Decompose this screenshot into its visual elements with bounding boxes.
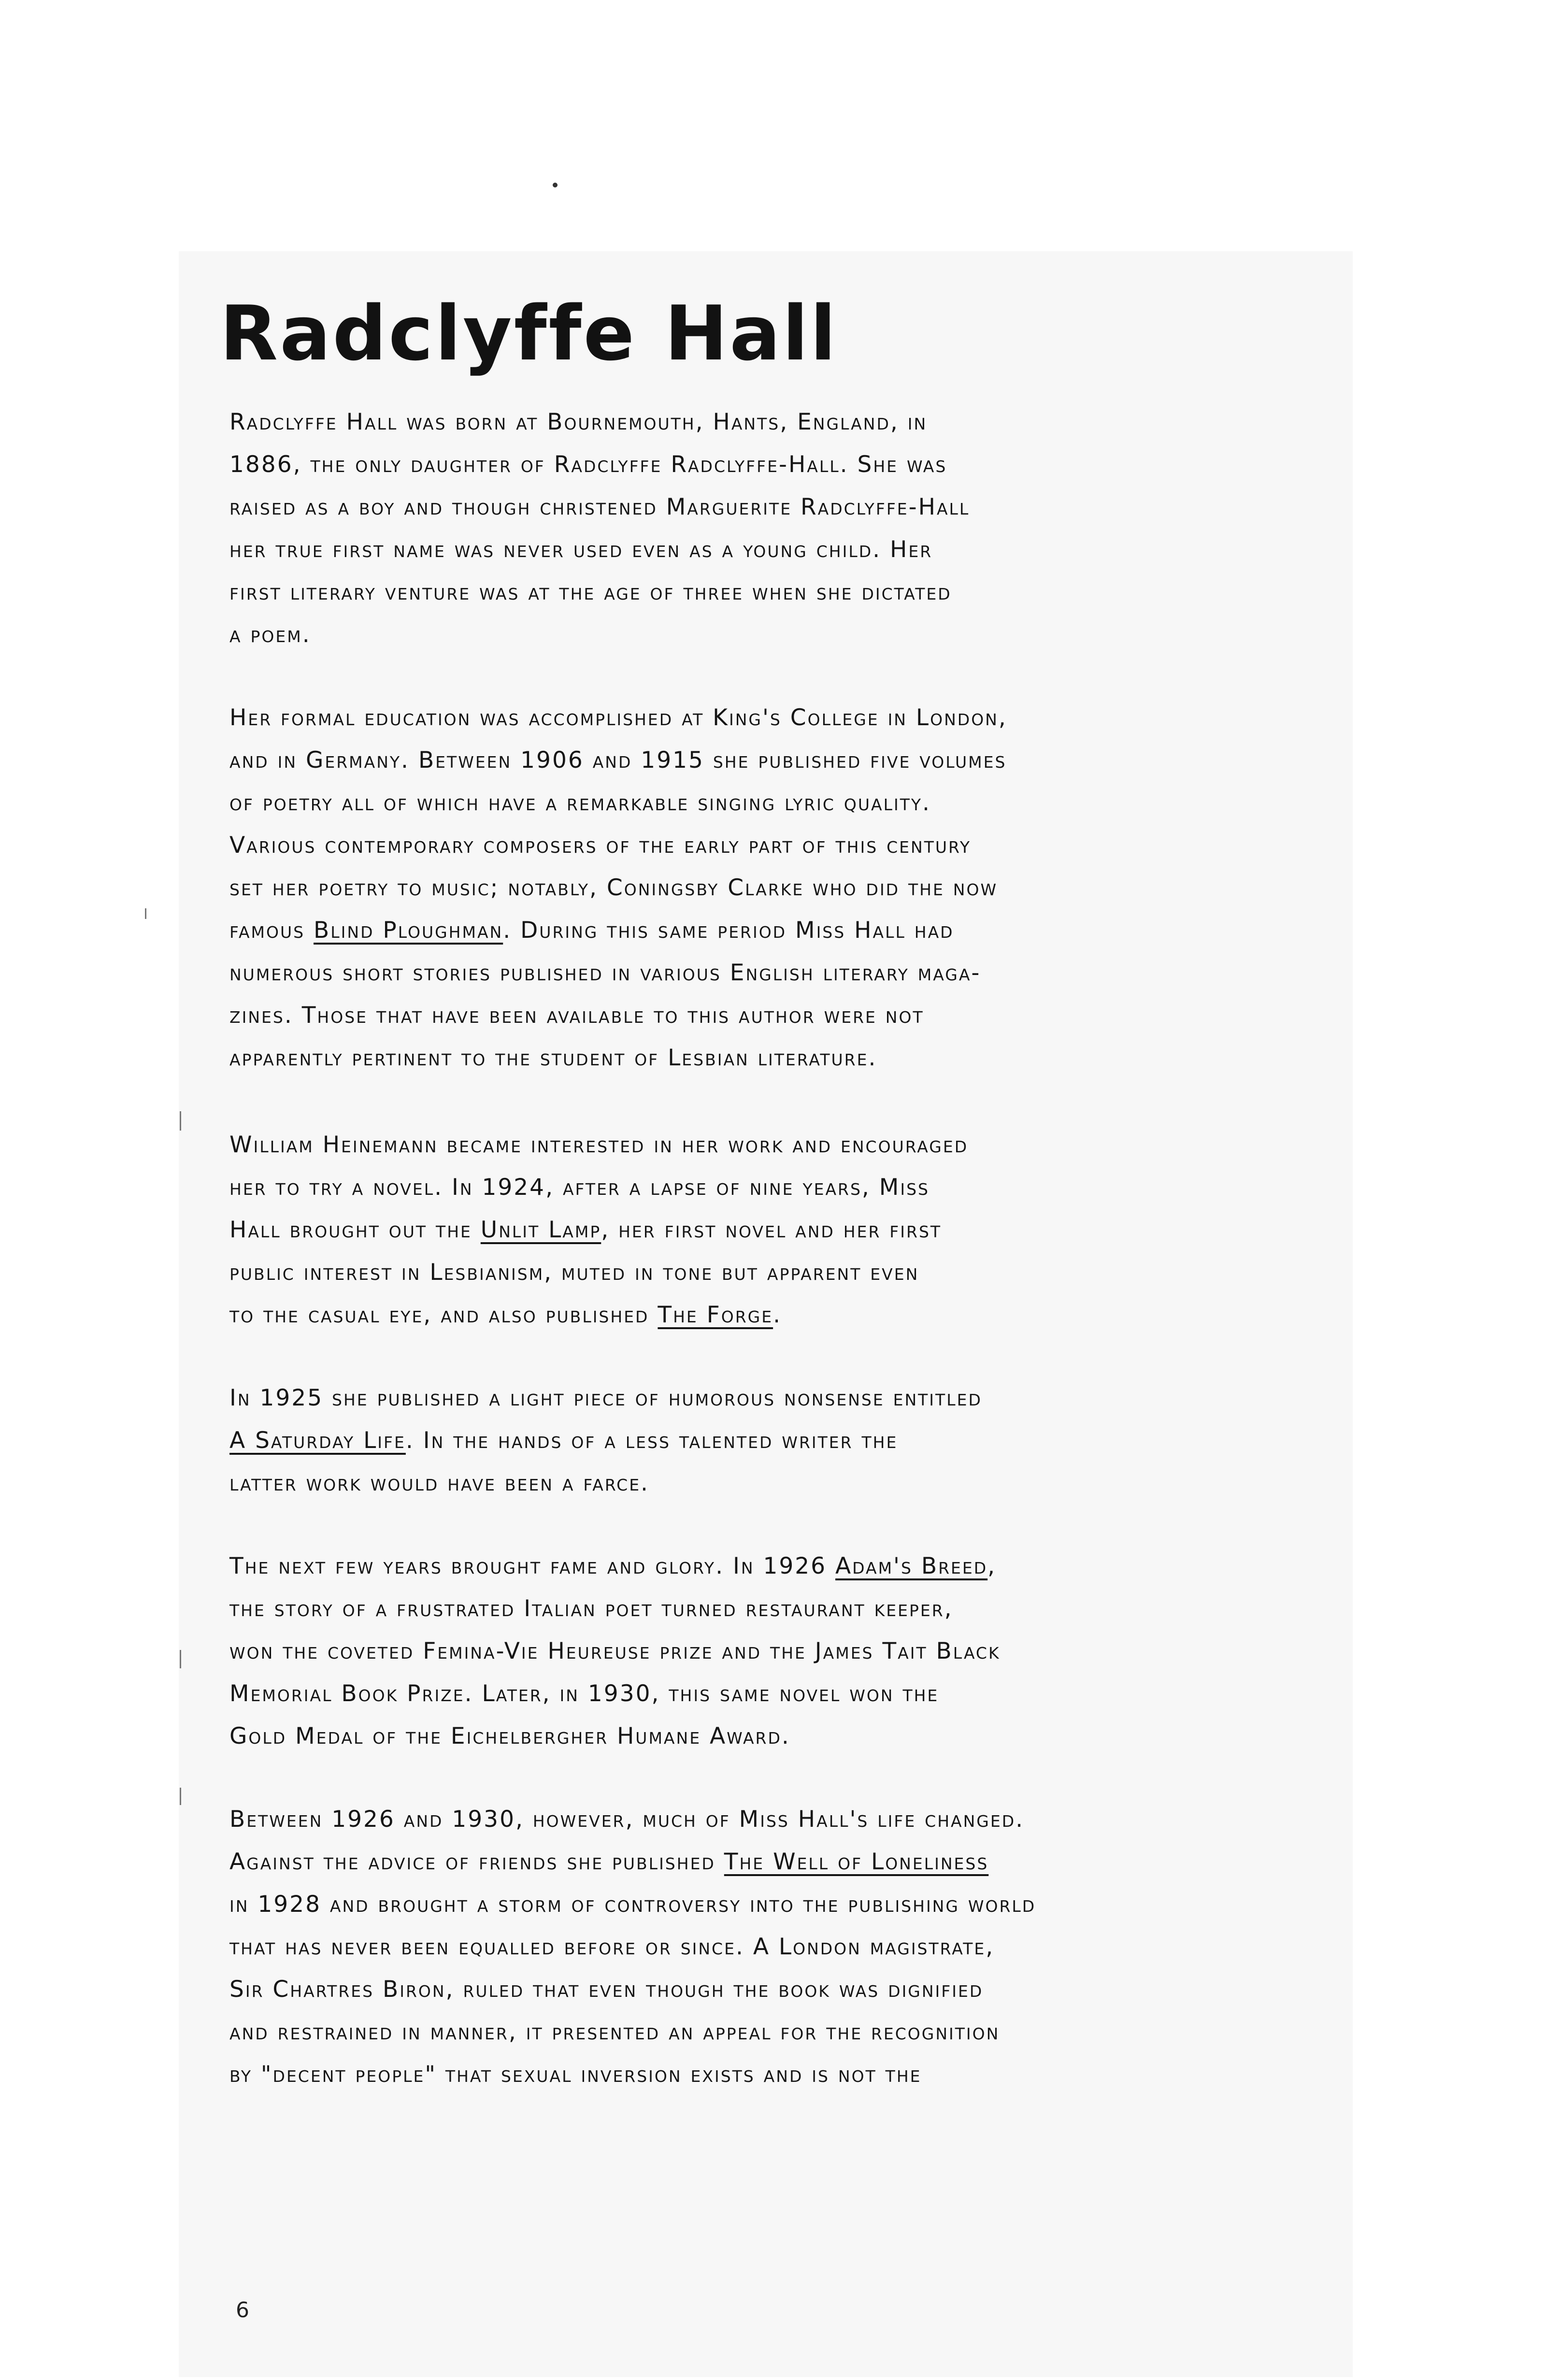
text-segment: her to try a novel. In 1924, after a lapse of nine years, Miss — [229, 1174, 930, 1201]
text-line — [229, 1968, 1341, 2011]
text-line — [229, 697, 1341, 739]
text-line — [229, 2011, 1341, 2053]
margin-mark — [145, 908, 146, 919]
text-segment: and in Germany. Between 1906 and 1915 she published five volumes — [229, 747, 1007, 774]
text-line — [229, 1419, 1341, 1462]
text-segment: latter work would have been a farce. — [229, 1470, 649, 1496]
text-segment: to the casual eye, and also published — [229, 1302, 658, 1328]
text-line — [229, 1588, 1341, 1630]
page-number: 6 — [236, 2298, 249, 2323]
text-line — [229, 571, 1341, 614]
text-segment: Sir Chartres Biron, ruled that even though the book was dignified — [229, 1976, 984, 2003]
paragraph-well-of-loneliness — [229, 1798, 1341, 2096]
paragraph-saturday-life — [229, 1377, 1341, 1505]
body-text — [229, 401, 1341, 2136]
text-line — [229, 739, 1341, 782]
text-segment: her true first name was never used even as a young child. Her — [229, 536, 933, 563]
text-line — [229, 1883, 1341, 1926]
text-segment: 1886, the only daughter of Radclyffe Radclyffe-Hall. She was — [229, 451, 947, 478]
text-line — [229, 1294, 1341, 1336]
text-segment: famous — [229, 917, 314, 944]
text-segment: public interest in Lesbianism, muted in tone but apparent even — [229, 1259, 919, 1286]
text-segment: apparently pertinent to the student of Lesbian literature. — [229, 1045, 877, 1071]
text-segment: Memorial Book Prize. Later, in 1930, this same novel won the — [229, 1680, 939, 1707]
paragraph-first-novel — [229, 1124, 1341, 1336]
text-segment: Radclyffe Hall was born at Bournemouth, Hants, England, in — [229, 409, 928, 435]
text-segment: Gold Medal of the Eichelbergher Humane Award. — [229, 1723, 790, 1749]
text-line — [229, 1798, 1341, 1841]
text-segment: , her first novel and her first — [601, 1217, 942, 1243]
text-line — [229, 486, 1341, 529]
text-line — [229, 824, 1341, 867]
text-segment: numerous short stories published in various English literary maga- — [229, 960, 981, 986]
text-segment: first literary venture was at the age of three when she dictated — [229, 579, 952, 605]
text-segment: that has never been equalled before or since. A London magistrate, — [229, 1934, 995, 1960]
book-title: Unlit Lamp — [480, 1217, 601, 1243]
margin-mark — [180, 1788, 181, 1805]
text-line — [229, 1630, 1341, 1673]
paragraph-fame — [229, 1545, 1341, 1758]
text-segment: Between 1926 and 1930, however, much of Miss Hall's life changed. — [229, 1806, 1025, 1833]
text-segment: set her poetry to music; notably, Coningsby Clarke who did the now — [229, 875, 998, 901]
paragraph-birth — [229, 401, 1341, 656]
margin-mark — [180, 1650, 181, 1668]
paragraph-education — [229, 697, 1341, 1079]
text-segment: , — [987, 1553, 997, 1579]
speck-mark — [553, 183, 558, 187]
book-title: The Well of Loneliness — [724, 1849, 989, 1875]
text-line — [229, 1124, 1341, 1166]
text-segment: by "decent people" that sexual inversion exists and is not the — [229, 2061, 922, 2088]
text-line — [229, 444, 1341, 486]
book-title: Blind Ploughman — [314, 917, 503, 944]
text-segment: Against the advice of friends she published — [229, 1849, 724, 1875]
text-line — [229, 952, 1341, 994]
text-line — [229, 1545, 1341, 1588]
text-line — [229, 1166, 1341, 1209]
text-line — [229, 1926, 1341, 1968]
text-segment: . During this same period Miss Hall had — [503, 917, 954, 944]
text-line — [229, 1251, 1341, 1294]
text-line — [229, 782, 1341, 824]
text-line — [229, 994, 1341, 1037]
text-segment: Her formal education was accomplished at King's College in London, — [229, 704, 1007, 731]
text-segment: In 1925 she published a light piece of humorous nonsense entitled — [229, 1385, 982, 1411]
text-line — [229, 2053, 1341, 2096]
text-segment: zines. Those that have been available to this author were not — [229, 1002, 924, 1029]
text-segment: a poem. — [229, 621, 311, 648]
text-line — [229, 867, 1341, 909]
text-line — [229, 1715, 1341, 1758]
page-title: Radclyffe Hall — [220, 289, 838, 377]
text-segment: the story of a frustrated Italian poet turned restaurant keeper, — [229, 1595, 953, 1622]
text-segment: William Heinemann became interested in her work and encouraged — [229, 1132, 969, 1158]
text-line — [229, 1209, 1341, 1251]
text-segment: and restrained in manner, it presented an appeal for the recognition — [229, 2019, 1000, 2045]
text-segment: won the coveted Femina-Vie Heureuse prize and the James Tait Black — [229, 1638, 1001, 1664]
text-segment: Various contemporary composers of the early part of this century — [229, 832, 971, 859]
text-line — [229, 909, 1341, 952]
book-title: Adam's Breed — [835, 1553, 988, 1579]
text-line — [229, 1462, 1341, 1505]
text-segment: of poetry all of which have a remarkable singing lyric quality. — [229, 789, 931, 816]
margin-mark — [180, 1111, 181, 1131]
text-line — [229, 1673, 1341, 1715]
text-line — [229, 1037, 1341, 1079]
text-segment: in 1928 and brought a storm of controversy into the publishing world — [229, 1891, 1036, 1918]
text-line — [229, 1377, 1341, 1419]
text-line — [229, 529, 1341, 571]
book-title: A Saturday Life — [229, 1427, 406, 1454]
text-segment: . In the hands of a less talented writer the — [405, 1427, 898, 1454]
text-segment: raised as a boy and though christened Marguerite Radclyffe-Hall — [229, 494, 970, 520]
book-title: The Forge — [658, 1302, 773, 1328]
text-segment: Hall brought out the — [229, 1217, 481, 1243]
text-segment: The next few years brought fame and glory. In 1926 — [229, 1553, 836, 1579]
text-segment: . — [773, 1302, 782, 1328]
text-line — [229, 614, 1341, 656]
text-line — [229, 401, 1341, 444]
text-line — [229, 1841, 1341, 1883]
